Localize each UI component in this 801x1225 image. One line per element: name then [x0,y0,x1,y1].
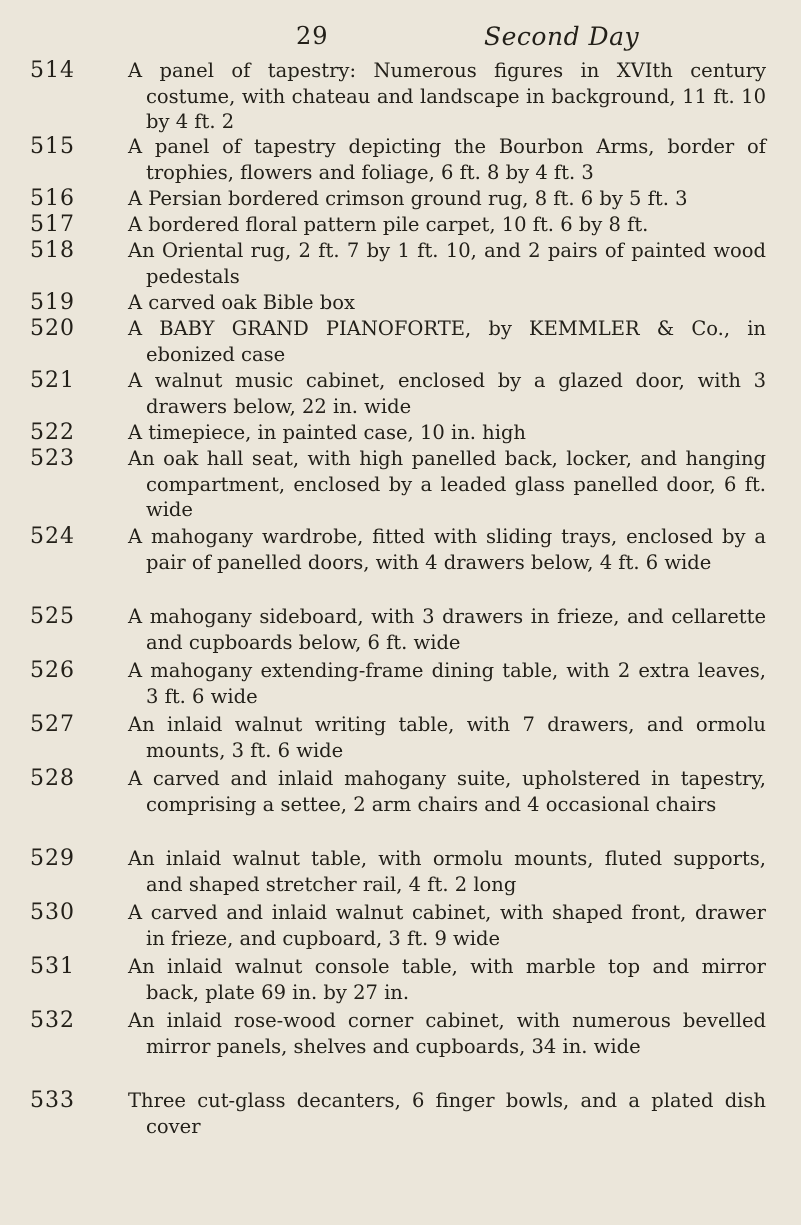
lot-description: A mahogany sideboard, with 3 drawers in frieze, and cellarette and cupboards below, 6 ft. wide [128,605,766,654]
lot-number: 519 [30,290,75,315]
lot-description: A Persian bordered crimson ground rug, 8 ft. 6 by 5 ft. 3 [128,187,688,210]
lot-number: 523 [30,446,75,471]
lot-number: 515 [30,134,75,159]
lot-description: A carved oak Bible box [128,291,356,314]
lot-description: A mahogany wardrobe, fitted with sliding trays, enclosed by a pair of panelled doors, with 4 drawers below, 4 ft. 6 wide [128,525,766,574]
lot-description: A bordered floral pattern pile carpet, 10 ft. 6 by 8 ft. [128,213,649,236]
lot-item [0,316,801,368]
lot-number: 530 [30,900,75,925]
lot-item [0,134,801,186]
lot-number: 522 [30,420,75,445]
lot-item [0,766,801,846]
lot-number: 531 [30,954,75,979]
lot-description: Three cut-glass decanters, 6 finger bowls, and a plated dish cover [128,1089,766,1138]
lot-description: An inlaid rose-wood corner cabinet, with numerous bevelled mirror panels, shelves and cupboards, 34 in. wide [128,1009,766,1058]
lot-item [0,446,801,524]
lot-number: 529 [30,846,75,871]
lot-description: A timepiece, in painted case, 10 in. high [128,421,526,444]
lot-number: 524 [30,524,75,549]
lot-number: 525 [30,604,75,629]
lot-item [0,420,801,446]
lot-item [0,712,801,766]
lot-number: 520 [30,316,75,341]
lot-description: An inlaid walnut writing table, with 7 drawers, and ormolu mounts, 3 ft. 6 wide [128,713,766,762]
lot-number: 514 [30,58,75,83]
lot-item [0,1008,801,1088]
lot-item [0,846,801,900]
page-header [0,22,801,62]
lot-number: 532 [30,1008,75,1033]
lot-number: 527 [30,712,75,737]
lot-number: 516 [30,186,75,211]
lot-description: A panel of tapestry: Numerous figures in XVIth century costume, with chateau and landscape in background, 11 ft. 10 by 4 ft. 2 [128,59,766,133]
page-number: 29 [296,22,329,50]
lot-number: 533 [30,1088,75,1113]
lot-item [0,524,801,604]
lot-item [0,290,801,316]
lot-item [0,658,801,712]
lot-description: A carved and inlaid walnut cabinet, with shaped front, drawer in frieze, and cupboard, 3 ft. 9 wide [128,901,766,950]
lot-description: A mahogany extending-frame dining table, with 2 extra leaves, 3 ft. 6 wide [128,659,766,708]
lot-description: A BABY GRAND PIANOFORTE, by KEMMLER & Co., in ebonized case [128,317,766,366]
lot-description: A walnut music cabinet, enclosed by a glazed door, with 3 drawers below, 22 in. wide [128,369,766,418]
lot-number: 526 [30,658,75,683]
lot-item [0,604,801,658]
lot-item [0,1088,801,1142]
lot-item [0,238,801,290]
lot-description: A panel of tapestry depicting the Bourbon Arms, border of trophies, flowers and foliage, 6 ft. 8 by 4 ft. 3 [128,135,766,184]
lot-description: An inlaid walnut console table, with marble top and mirror back, plate 69 in. by 27 in. [128,955,766,1004]
lot-description: An oak hall seat, with high panelled back, locker, and hanging compartment, enclosed by a leaded glass panelled door, 6 ft. wide [128,447,766,521]
lot-number: 518 [30,238,75,263]
lot-description: An inlaid walnut table, with ormolu mounts, fluted supports, and shaped stretcher rail, 4 ft. 2 long [128,847,766,896]
lot-item [0,368,801,420]
lot-description: An Oriental rug, 2 ft. 7 by 1 ft. 10, and 2 pairs of painted wood pedestals [128,239,766,288]
lot-number: 528 [30,766,75,791]
lot-list [0,58,801,1142]
lot-item [0,58,801,134]
lot-item [0,186,801,212]
lot-number: 521 [30,368,75,393]
section-title: Second Day [484,22,640,51]
lot-number: 517 [30,212,75,237]
lot-description: A carved and inlaid mahogany suite, upholstered in tapestry, comprising a settee, 2 arm chairs and 4 occasional chairs [128,767,766,816]
lot-item [0,212,801,238]
lot-item [0,954,801,1008]
lot-item [0,900,801,954]
